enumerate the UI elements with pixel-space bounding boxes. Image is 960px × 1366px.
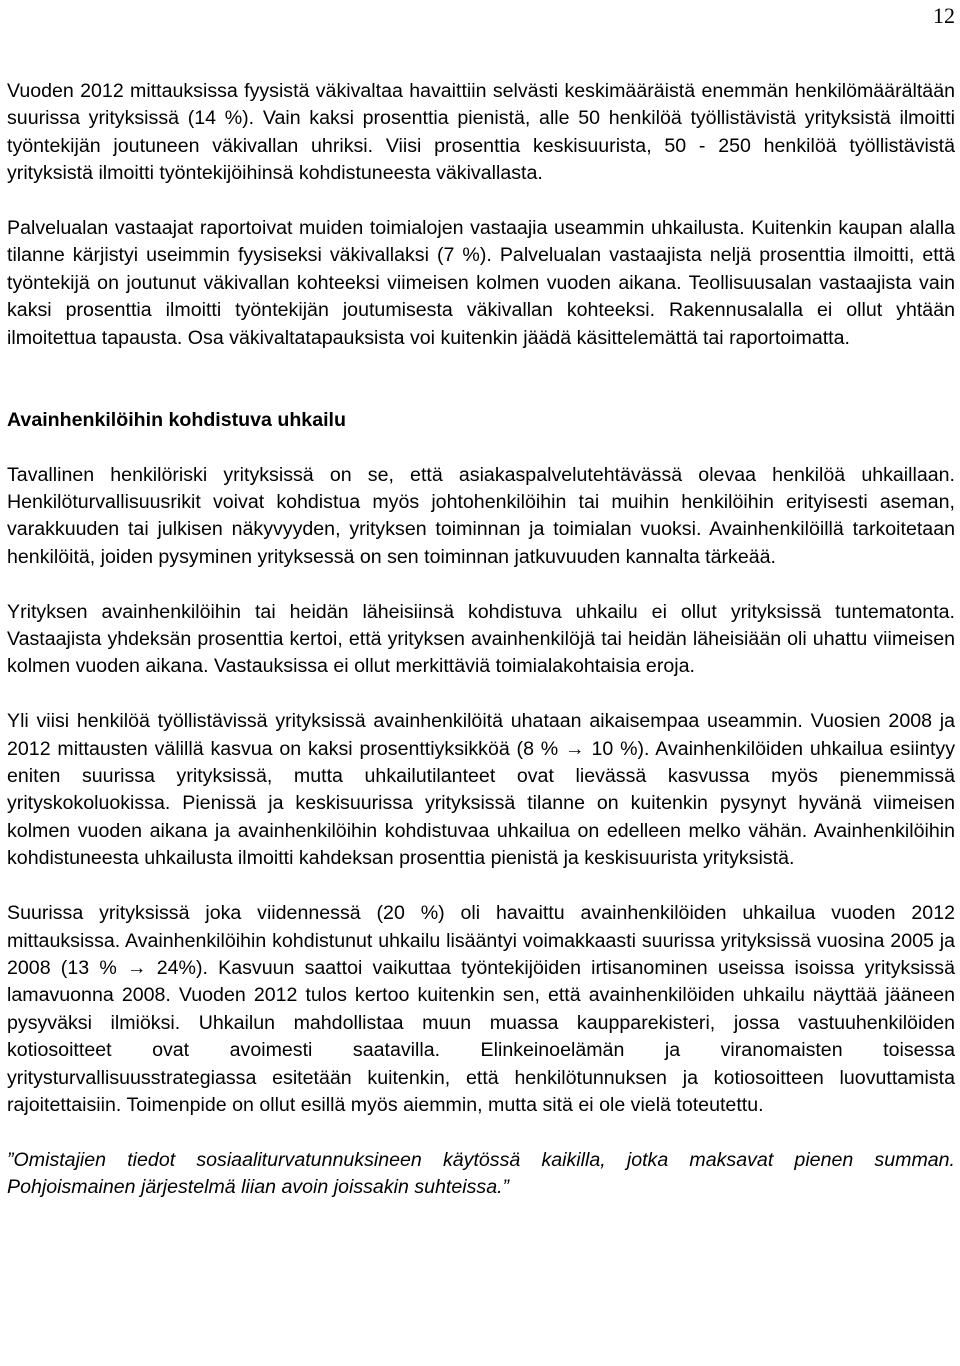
paragraph-key-person-threats: Yrityksen avainhenkilöihin tai heidän läheisiinsä kohdistuva uhkailu ei ollut yrityksissä tuntematonta. Vastaajista yhdeksän prosenttia kertoi, että yrityksen avainhenkilöjä tai heidän läheisiään oli uhattu viimeisen kolmen vuoden aikana. Vastauksissa ei ollut merkittäviä toimialakohtaisia eroja.	[7, 600, 955, 678]
paragraph-physical-violence: Vuoden 2012 mittauksissa fyysistä väkivaltaa havaittiin selvästi keskimääräistä enemmän henkilömäärältään suurissa yrityksissä (14 %). Vain kaksi prosenttia pienistä, alle 50 henkilöä työllistävistä yrityksistä ilmoitti työntekijän joutuneen väkivallan uhriksi. Viisi prosenttia keskisuurista, 50 - 250 henkilöä työllistävistä yrityksistä ilmoitti työntekijöihinsä kohdistuneesta väkivallasta.	[7, 80, 955, 185]
paragraph-threat-trends: Yli viisi henkilöä työllistävissä yrityksissä avainhenkilöitä uhataan aikaisempaa useammin. Vuosien 2008 ja 2012 mittausten välillä kasvua on kaksi prosenttiyksikköä (8 % → 10 %). Avainhenkilöiden uhkailua esiintyy eniten suurissa yrityksissä, mutta uhkailutilanteet ovat lievässä kasvussa myös pienemmissä yrityskokoluokissa. Pienissä ja keskisuurissa yrityksissä tilanne on kuitenkin pysynyt hyvänä viimeisen kolmen vuoden aikana ja avainhenkilöihin kohdistuvaa uhkailua on edelleen melko vähän. Avainhenkilöihin kohdistuneesta uhkailusta ilmoitti kahdeksan prosenttia pienistä ja keskisuurista yrityksistä.	[7, 710, 955, 870]
paragraph-service-sector: Palvelualan vastaajat raportoivat muiden toimialojen vastaajia useammin uhkailusta. Kuitenkin kaupan alalla tilanne kärjistyi useimmin fyysiseksi väkivallaksi (7 %). Palvelualan vastaajista neljä prosenttia ilmoitti, että työntekijä on joutunut väkivallan kohteeksi viimeisen kolmen vuoden aikana. Teollisuusalan vastaajista vain kaksi prosenttia ilmoitti työntekijän joutumisesta väkivallan kohteeksi. Rakennusalalla ei ollut yhtään ilmoitettua tapausta. Osa väkivaltatapauksista voi kuitenkin jäädä käsittelemättä tai raportoimatta.	[7, 217, 955, 349]
paragraph-key-person-risk: Tavallinen henkilöriski yrityksissä on se, että asiakaspalvelutehtävässä olevaa henkilöä uhkaillaan. Henkilöturvallisuusrikit voivat kohdistua myös johtohenkilöihin tai muihin henkilöihin erityisesti aseman, varakkuuden tai julkisen näkyvyyden, yrityksen toiminnan ja toimialan vuoksi. Avainhenkilöillä tarkoitetaan henkilöitä, joiden pysyminen yrityksessä on sen toiminnan jatkuvuuden kannalta tärkeää.	[7, 463, 955, 568]
paragraph-large-companies: Suurissa yrityksissä joka viidennessä (20 %) oli havaittu avainhenkilöiden uhkailua vuoden 2012 mittauksissa. Avainhenkilöihin kohdistunut uhkailu lisääntyi voimakkaasti suurissa yrityksissä vuosina 2005 ja 2008 (13 % → 24%). Kasvuun saattoi vaikuttaa työntekijöiden irtisanominen useissa isoissa yrityksissä lamavuonna 2008. Vuoden 2012 tulos kertoo kuitenkin sen, että avainhenkilöiden uhkailu näyttää jääneen pysyväksi ilmiöksi. Uhkailun mahdollistaa muun muassa kaupparekisteri, jossa vastuuhenkilöiden kotiosoitteet ovat avoimesti saatavilla. Elinkeinoelämän ja viranomaisten toisessa yritysturvallisuusstrategiassa esitetään kuitenkin, että henkilötunnuksen ja kotiosoitteen luovuttamista rajoitettaisiin. Toimenpide on ollut esillä myös aiemmin, mutta sitä ei ole vielä toteutettu.	[7, 902, 955, 1116]
document-body	[7, 78, 955, 1202]
section-heading: Avainhenkilöihin kohdistuva uhkailu	[7, 408, 346, 431]
page-number: 12	[933, 3, 955, 28]
quote-paragraph: ”Omistajien tiedot sosiaaliturvatunnuksineen käytössä kaikilla, jotka maksavat pienen summan. Pohjoismainen järjestelmä liian avoin joissakin suhteissa.”	[7, 1148, 955, 1199]
